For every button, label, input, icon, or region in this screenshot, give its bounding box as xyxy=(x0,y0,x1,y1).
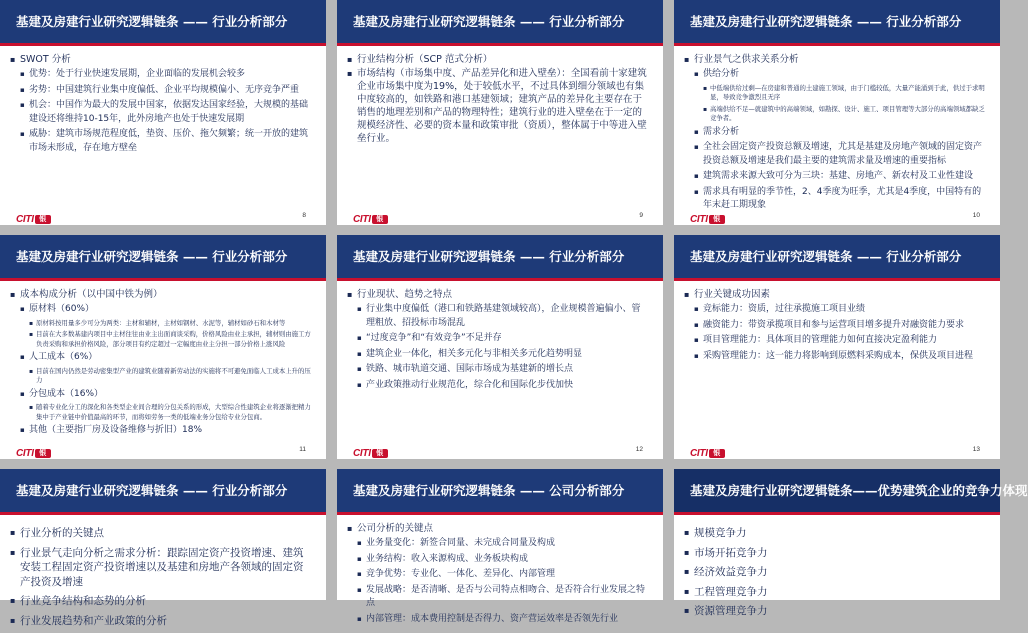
page-number: 9 xyxy=(639,212,643,219)
citi-logo xyxy=(690,441,725,459)
slide-body xyxy=(684,287,986,365)
bullet-level-0: ▪ SWOT 分析 xyxy=(10,53,312,66)
slide-body xyxy=(347,521,649,628)
bullet-level-0: ▪ 市场开拓竞争力 xyxy=(684,546,986,561)
bullet-level-0: ▪ 工程管理竞争力 xyxy=(684,585,986,600)
bullet-level-1: ▪ 竞争优势：专业化、一体化、差异化、内部管理 xyxy=(347,568,649,582)
bullet-level-1: ▪ 人工成本（6%） xyxy=(10,351,312,365)
logo-text: CITI xyxy=(353,448,371,459)
page-number: 10 xyxy=(972,212,980,219)
bullet-level-1: ▪ 其他（主要指厂房及设备维修与折旧）18% xyxy=(10,424,312,438)
slide-body xyxy=(684,52,986,215)
bullet-level-0: ▪ 行业景气走向分析之需求分析：跟踪固定资产投资增速、建筑安装工程固定资产投资增速以及基建和房地产各领域的固定资产投资及增速 xyxy=(10,546,312,590)
slide-thumbnail[interactable] xyxy=(337,0,663,225)
slide-body xyxy=(10,52,312,157)
bullet-level-1: ▪ “过度竞争”和“有效竞争”不足并存 xyxy=(347,332,649,346)
logo-text: CITI xyxy=(690,448,708,459)
slide-title: 基建及房建行业研究逻辑链条 —— 行业分析部分 xyxy=(337,0,663,43)
page-number: 12 xyxy=(635,446,643,453)
bullet-level-1: ▪ 行业集中度偏低（港口和铁路基建领域较高），企业规模普遍偏小、管理粗放、招投标市场混乱 xyxy=(347,303,649,330)
logo-mark-icon: 银 xyxy=(35,215,51,224)
bullet-level-1: ▪ 项目管理能力：具体项目的管理能力如何直接决定盈利能力 xyxy=(684,334,986,348)
bullet-level-1: ▪ 产业政策推动行业规范化，综合化和国际化步伐加快 xyxy=(347,379,649,393)
bullet-level-1: ▪ 业务结构：收入来源构成、业务板块构成 xyxy=(347,553,649,567)
bullet-level-0: ▪ 行业现状、趋势之特点 xyxy=(347,288,649,301)
title-underline xyxy=(337,43,663,46)
citi-logo xyxy=(16,207,51,225)
bullet-level-2: ▪ 目前在大多数基建内项目中主材往往由业主出面商谈采购，价格风险由业主承担，辅材则由施工方负责采购和承担价格风险，部分项目有约定超过一定幅度由业主分担一部分价格上涨风险 xyxy=(10,330,312,349)
slide-thumbnail[interactable] xyxy=(337,235,663,459)
bullet-level-1: ▪ 原材料（60%） xyxy=(10,303,312,317)
bullet-level-2: ▪ 原材料按用量多少可分为两类：主材和辅材，主材如钢材、水泥等，辅材如砂石和木材等 xyxy=(10,319,312,329)
bullet-level-2: ▪ 高端供给不足—就建筑中的高端领域，如勘探、设计、施工、项目管理等大部分的高端领域都缺乏竞争者。 xyxy=(684,105,986,124)
logo-mark-icon: 银 xyxy=(35,449,51,458)
slide-thumbnail[interactable] xyxy=(337,469,663,624)
bullet-level-0: ▪ 经济效益竞争力 xyxy=(684,565,986,580)
slide-title: 基建及房建行业研究逻辑链条 —— 行业分析部分 xyxy=(674,0,1000,43)
bullet-level-1: ▪ 需求具有明显的季节性，2、4季度为旺季，尤其是4季度，中国特有的年末赶工期现象 xyxy=(684,186,986,213)
bullet-level-1: ▪ 业务量变化：新签合同量、未完成合同量及构成 xyxy=(347,537,649,551)
bullet-level-1: ▪ 内部管理：成本费用控制是否得力、资产营运效率是否领先行业 xyxy=(347,613,649,627)
bullet-level-1: ▪ 机会：中国作为最大的发展中国家，依据发达国家经验，大规模的基础建设还将维持10-15年，此外房地产也处于快速发展期 xyxy=(10,99,312,126)
bullet-level-2: ▪ 随着专业化分工的深化和各类型企业间合理的分包关系的形成，大型综合性建筑企业将逐渐把精力集中于产业链中价值最高的环节，而将如劳务一类的低端业务分包给专业分包商。 xyxy=(10,403,312,422)
logo-mark-icon: 银 xyxy=(709,215,725,224)
slide-title: 基建及房建行业研究逻辑链条 —— 行业分析部分 xyxy=(0,0,326,43)
bullet-level-0: ▪ 规模竞争力 xyxy=(684,526,986,541)
slide-thumbnail[interactable] xyxy=(674,469,1028,617)
slide-thumbnail[interactable] xyxy=(674,0,1000,225)
slide-thumbnail[interactable] xyxy=(0,235,326,459)
bullet-level-1: ▪ 分包成本（16%） xyxy=(10,388,312,402)
bullet-level-1: ▪ 竞标能力：资质，过往承揽施工项目业绩 xyxy=(684,303,986,317)
bullet-level-1: ▪ 融资能力：带资承揽项目和参与运营项目增多提升对融资能力要求 xyxy=(684,319,986,333)
slide-title: 基建及房建行业研究逻辑链条——优势建筑企业的竞争力体现 xyxy=(674,469,1000,512)
title-underline xyxy=(674,43,1000,46)
title-underline xyxy=(0,278,326,281)
slide-body xyxy=(347,287,649,394)
bullet-level-2: ▪ 中低端供给过剩—在房建和普通的土建施工领域，由于门槛较低，大量产能涌到于此，供过于求明显，导致竞争激烈且无序 xyxy=(684,84,986,103)
bullet-level-1: ▪ 需求分析 xyxy=(684,126,986,140)
slide-title: 基建及房建行业研究逻辑链条 —— 行业分析部分 xyxy=(674,235,1000,278)
bullet-level-2: ▪ 目前在国内仍然是劳动密集型产业的建筑业随着新劳动法的实施将不可避免面临人工成本上升的压力 xyxy=(10,367,312,386)
slide-body xyxy=(684,521,986,624)
bullet-level-0: ▪ 公司分析的关键点 xyxy=(347,522,649,535)
citi-logo xyxy=(353,207,388,225)
citi-logo xyxy=(16,441,51,459)
bullet-level-0: ▪ 行业结构分析（SCP 范式分析） xyxy=(347,53,649,66)
bullet-level-1: ▪ 供给分析 xyxy=(684,68,986,82)
logo-text: CITI xyxy=(353,214,371,225)
bullet-level-1: ▪ 发展战略：是否清晰、是否与公司特点相吻合、是否符合行业发展之特点 xyxy=(347,584,649,611)
bullet-level-1: ▪ 铁路、城市轨道交通、国际市场成为基建新的增长点 xyxy=(347,363,649,377)
page-number: 11 xyxy=(299,446,306,453)
bullet-level-0: ▪ 行业发展趋势和产业政策的分析 xyxy=(10,614,312,629)
title-underline xyxy=(674,512,1000,515)
page-number: 8 xyxy=(302,212,306,219)
bullet-level-0: ▪ 市场结构（市场集中度、产品差异化和进入壁垒）：全国看前十家建筑企业市场集中度为19%，处于较低水平，不过具体到细分领域也有集中度较高的，如铁路和港口基建领域；建筑产品的差异化主要存在于销售的地理差别和产品的物理特性；建筑行业的进入壁垒在于一定的规模经济性、必要的资本量和政策审批（资质），整体属于中等进入壁垒行业。 xyxy=(347,67,649,145)
bullet-level-0: ▪ 行业关键成功因素 xyxy=(684,288,986,301)
slide-thumbnail[interactable] xyxy=(0,469,326,627)
slide-title: 基建及房建行业研究逻辑链条 —— 行业分析部分 xyxy=(337,235,663,278)
title-underline xyxy=(674,278,1000,281)
title-underline xyxy=(337,512,663,515)
logo-mark-icon: 银 xyxy=(372,449,388,458)
bullet-level-1: ▪ 建筑企业一体化，相关多元化与非相关多元化趋势明显 xyxy=(347,348,649,362)
bullet-level-0: ▪ 资源管理竞争力 xyxy=(684,604,986,619)
bullet-level-1: ▪ 劣势：中国建筑行业集中度偏低、企业平均规模偏小、无序竞争严重 xyxy=(10,84,312,98)
bullet-level-1: ▪ 威胁：建筑市场规范程度低，垫资、压价、拖欠频繁；统一开放的建筑市场未形成，存在地方壁垒 xyxy=(10,128,312,155)
logo-mark-icon: 银 xyxy=(372,215,388,224)
logo-text: CITI xyxy=(16,214,34,225)
title-underline xyxy=(0,512,326,515)
title-underline xyxy=(0,43,326,46)
logo-text: CITI xyxy=(690,214,708,225)
title-underline xyxy=(337,278,663,281)
bullet-level-0: ▪ 行业景气之供求关系分析 xyxy=(684,53,986,66)
slide-thumbnail[interactable] xyxy=(674,235,1000,459)
page-number: 13 xyxy=(972,446,980,453)
slide-title: 基建及房建行业研究逻辑链条 —— 行业分析部分 xyxy=(0,469,326,512)
bullet-level-0: ▪ 行业竞争结构和态势的分析 xyxy=(10,594,312,609)
slide-body xyxy=(347,52,649,146)
logo-mark-icon: 银 xyxy=(709,449,725,458)
bullet-level-1: ▪ 建筑需求来源大致可分为三块：基建、房地产、新农村及工业性建设 xyxy=(684,170,986,184)
bullet-level-1: ▪ 全社会固定资产投资总额及增速，尤其是基建及房地产领域的固定资产投资总额及增速是我们最主要的建筑需求量及增速的重要指标 xyxy=(684,141,986,168)
slide-body xyxy=(10,521,312,633)
bullet-level-0: ▪ 行业分析的关键点 xyxy=(10,526,312,541)
slide-body xyxy=(10,287,312,440)
bullet-level-1: ▪ 优势：处于行业快速发展期，企业面临的发展机会较多 xyxy=(10,68,312,82)
logo-text: CITI xyxy=(16,448,34,459)
bullet-level-1: ▪ 采购管理能力：这一能力将影响到原燃料采购成本，保供及项目进程 xyxy=(684,350,986,364)
slide-thumbnail[interactable] xyxy=(0,0,326,225)
citi-logo xyxy=(690,207,725,225)
slide-title: 基建及房建行业研究逻辑链条 —— 公司分析部分 xyxy=(337,469,663,512)
citi-logo xyxy=(353,441,388,459)
bullet-level-0: ▪ 成本构成分析（以中国中铁为例） xyxy=(10,288,312,301)
slide-title: 基建及房建行业研究逻辑链条 —— 行业分析部分 xyxy=(0,235,326,278)
